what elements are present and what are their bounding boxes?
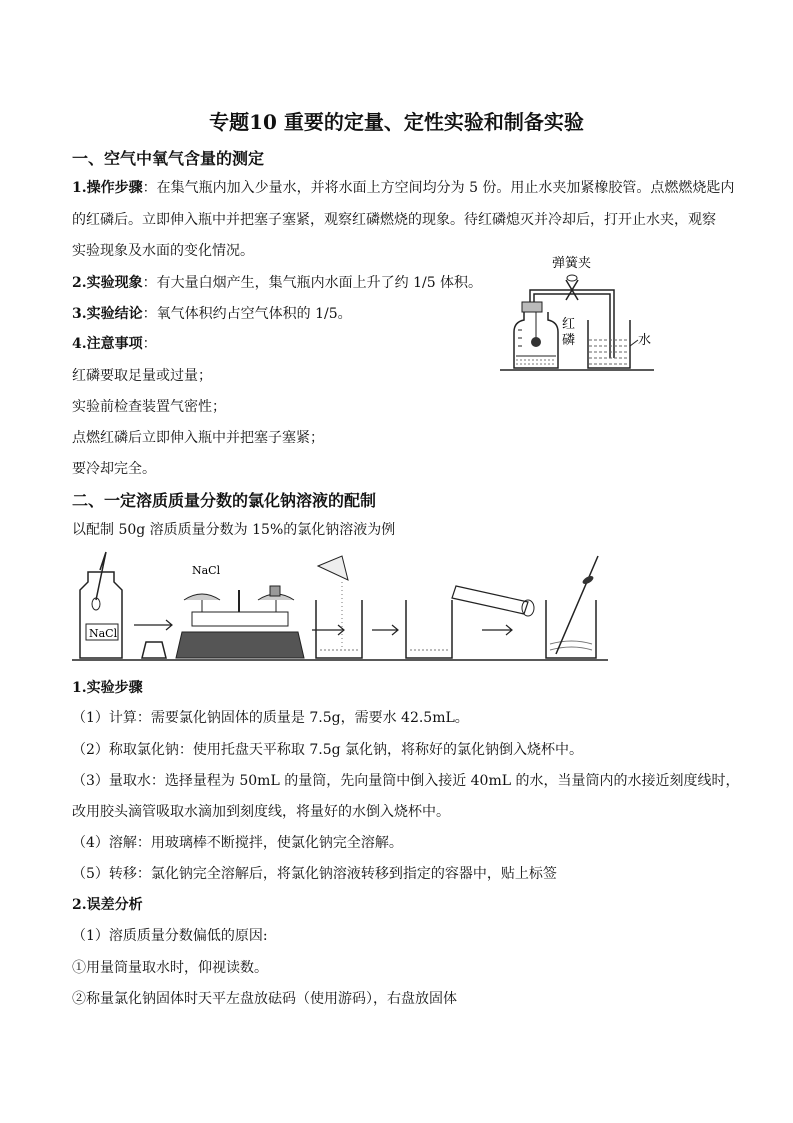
spatula xyxy=(96,552,106,600)
beaker xyxy=(588,320,630,368)
conclusion-label: 3.实验结论 xyxy=(72,306,143,322)
conclusion-line: 3.实验结论：氧气体积约占空气体积的 1/5。 xyxy=(72,306,352,322)
beaker xyxy=(406,600,452,658)
section1-heading: 一、空气中氧气含量的测定 xyxy=(72,149,265,168)
note-item: 点燃红磷后立即伸入瓶中并把塞子塞紧； xyxy=(72,430,324,446)
error-label-text: 2.误差分析 xyxy=(72,897,143,913)
step-item: （2）称取氯化钠：使用托盘天平称取 7.5g 氯化钠，将称好的氯化钠倒入烧杯中。 xyxy=(72,742,584,758)
note-item: 要冷却完全。 xyxy=(72,461,156,477)
weighing-paper xyxy=(318,556,348,580)
notes-label: 4.注意事项 xyxy=(72,336,143,352)
step-item: 改用胶头滴管吸取水滴加到刻度线，将量好的水倒入烧杯中。 xyxy=(72,804,450,820)
beaker xyxy=(316,600,362,658)
balance-left-pan xyxy=(184,594,220,600)
error-label xyxy=(72,895,143,915)
step-item: （1）计算：需要氯化钠固体的质量是 7.5g，需要水 42.5mL。 xyxy=(72,710,469,726)
step-item: （4）溶解：用玻璃棒不断搅拌，使氯化钠完全溶解。 xyxy=(72,835,403,851)
step-paragraph-line1: 1.操作步骤：在集气瓶内加入少量水，并将水面上方空间均分为 5 份。用止水夹加紧橡胶管。点燃燃烧匙内 xyxy=(72,180,735,196)
step-item: （3）量取水：选择量程为 50mL 的量筒，先向量筒中倒入接近 40mL 的水，当量筒内的水接近刻度线时， xyxy=(72,773,740,789)
balance-base xyxy=(176,632,304,658)
conclusion-text: 氧气体积约占空气体积的 1/5。 xyxy=(156,306,352,322)
reagent-bottle xyxy=(80,572,122,658)
page-title: 专题10 重要的定量、定性实验和制备实验 xyxy=(209,110,584,134)
steps-label xyxy=(72,678,143,698)
glass-rod xyxy=(556,556,598,654)
step-text-line2: 的红磷后。立即伸入瓶中并把塞子塞紧，观察红磷燃烧的现象。待红磷熄灭并冷却后，打开止水夹，观察 xyxy=(72,212,716,228)
phosphorus-label-2: 磷 xyxy=(562,333,576,348)
weight-icon xyxy=(270,586,280,596)
phenomenon-line: 2.实验现象：有大量白烟产生，集气瓶内水面上升了约 1/5 体积。 xyxy=(72,275,483,291)
phenomenon-text: 有大量白烟产生，集气瓶内水面上升了约 1/5 体积。 xyxy=(156,275,483,291)
arrow-icon xyxy=(482,625,512,635)
arrow-icon xyxy=(312,625,344,635)
step-text-line3: 实验现象及水面的变化情况。 xyxy=(72,243,254,259)
phenomenon-label: 2.实验现象 xyxy=(72,275,143,291)
step-label: 1.操作步骤 xyxy=(72,180,143,196)
step-text-line1: 在集气瓶内加入少量水，并将水面上方空间均分为 5 份。用止水夹加紧橡胶管。点燃燃烧匙内 xyxy=(156,180,735,196)
phosphorus-label-1: 红 xyxy=(562,317,576,332)
step-item: （5）转移：氯化钠完全溶解后，将氯化钠溶液转移到指定的容器中，贴上标签 xyxy=(72,866,557,882)
section2-heading: 二、一定溶质质量分数的氯化钠溶液的配制 xyxy=(72,491,377,510)
arrow-icon xyxy=(134,620,172,630)
nacl-bottle-label: NaCl xyxy=(89,627,118,640)
nacl-top-label: NaCl xyxy=(192,564,221,577)
note-item: 实验前检查装置气密性； xyxy=(72,399,226,415)
water-label: 水 xyxy=(638,333,652,348)
arrow-icon xyxy=(372,625,398,635)
solution-prep-figure xyxy=(72,550,612,665)
error-item: （1）溶质质量分数偏低的原因: xyxy=(72,928,268,944)
phosphorus-spoon xyxy=(531,337,541,347)
bottle-stopper xyxy=(142,642,166,658)
stopper xyxy=(522,302,542,312)
notes-line: 4.注意事项： xyxy=(72,336,157,352)
error-item: ②称量氯化钠固体时天平左盘放砝码（使用游码），右盘放固体 xyxy=(72,991,457,1007)
oxygen-apparatus-figure xyxy=(496,250,666,375)
measuring-cylinder xyxy=(452,586,528,614)
clamp-label: 弹簧夹 xyxy=(552,256,592,271)
note-item: 红磷要取足量或过量； xyxy=(72,368,212,384)
error-item: ①用量筒量取水时，仰视读数。 xyxy=(72,960,268,976)
steps-label-text: 1.实验步骤 xyxy=(72,680,143,696)
section2-intro: 以配制 50g 溶质质量分数为 15%的氯化钠溶液为例 xyxy=(72,522,396,538)
